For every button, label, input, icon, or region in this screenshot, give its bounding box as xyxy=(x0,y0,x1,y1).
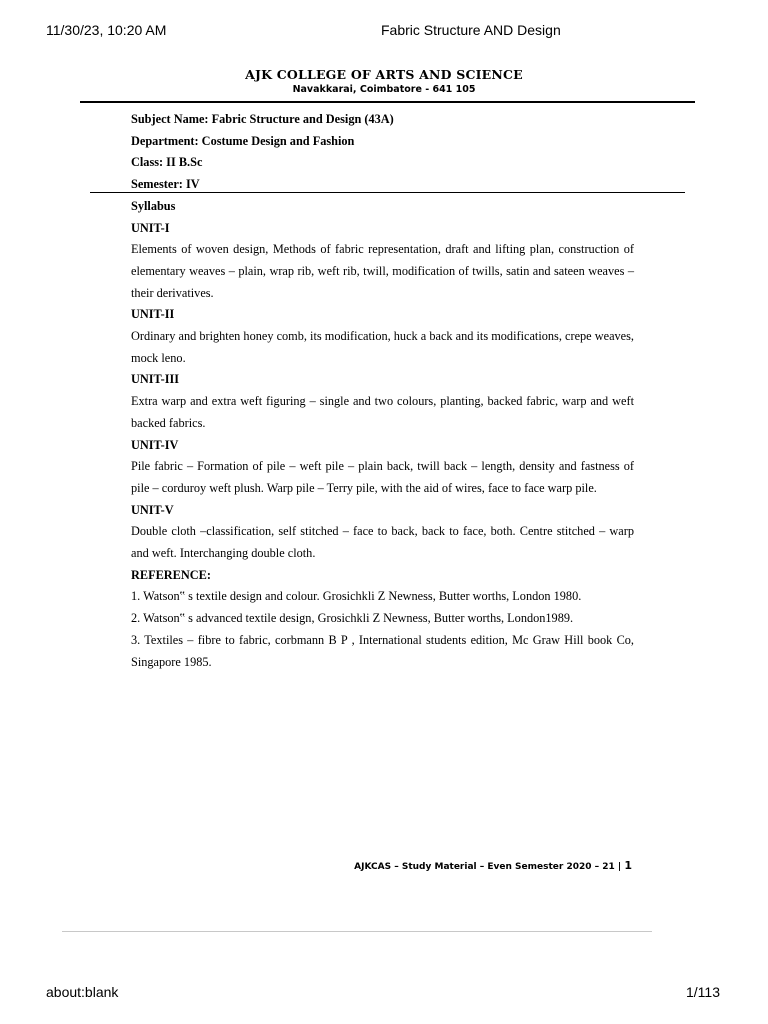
unit-title: UNIT-III xyxy=(131,372,180,387)
reference-item: 3. Textiles – fibre to fabric, corbmann B P , International students edition, Mc Graw Hill book Co, Singapore 1985. xyxy=(131,632,634,669)
print-header xyxy=(0,22,768,42)
reference-heading: REFERENCE: xyxy=(131,567,211,582)
footer-page-number: 1 xyxy=(624,859,632,872)
print-datetime: 11/30/23, 10:20 AM xyxy=(46,22,167,38)
print-footer xyxy=(0,984,768,1004)
college-header xyxy=(0,67,768,95)
unit-title: UNIT-II xyxy=(131,307,175,322)
unit-title: UNIT-I xyxy=(131,220,170,235)
reference-item: 2. Watson‟ s advanced textile design, Grosichkli Z Newness, Butter worths, London1989. xyxy=(131,611,574,626)
unit-text: Ordinary and brighten honey comb, its modification, huck a back and its modifications, crepe weaves, mock leno. xyxy=(131,329,634,365)
footer-label: AJKCAS – Study Material – Even Semester 2020 – 21 | xyxy=(354,862,622,872)
page-end-divider xyxy=(62,931,652,932)
print-url: about:blank xyxy=(46,984,119,1000)
syllabus-heading: Syllabus xyxy=(131,198,176,213)
print-page-count: 1/113 xyxy=(686,984,720,1000)
unit-text: Elements of woven design, Methods of fabric representation, draft and lifting plan, construction of elementary weaves – plain, wrap rib, weft rib, twill, modification of twills, satin and sateen weaves – their derivatives. xyxy=(131,242,634,300)
college-address: Navakkarai, Coimbatore - 641 105 xyxy=(292,84,476,95)
unit-title: UNIT-IV xyxy=(131,437,179,452)
subject-name: Subject Name: Fabric Structure and Design (43A) xyxy=(131,112,394,126)
unit-text: Double cloth –classification, self stitched – face to back, back to face, both. Centre stitched – warp and weft. Interchanging double cloth. xyxy=(131,524,634,561)
unit-text: Extra warp and extra weft figuring – single and two colours, planting, backed fabric, warp and weft backed fabrics. xyxy=(131,394,634,430)
print-title: Fabric Structure AND Design xyxy=(381,22,561,38)
unit-text: Pile fabric – Formation of pile – weft pile – plain back, twill back – length, density and fastness of pile – corduroy weft plush. Warp pile – Terry pile, with the aid of wires, face to face warp pile. xyxy=(131,459,634,495)
study-material-footer xyxy=(354,859,632,872)
document-body xyxy=(131,109,634,673)
reference-item: 1. Watson‟ s textile design and colour. Grosichkli Z Newness, Butter worths, London 1980. xyxy=(131,589,582,604)
class: Class: II B.Sc xyxy=(131,155,203,170)
unit-title: UNIT-V xyxy=(131,502,174,517)
department: Department: Costume Design and Fashion xyxy=(131,133,355,148)
semester: Semester: IV xyxy=(131,177,200,192)
college-name: AJK COLLEGE OF ARTS AND SCIENCE xyxy=(245,67,523,82)
header-divider xyxy=(80,101,695,103)
